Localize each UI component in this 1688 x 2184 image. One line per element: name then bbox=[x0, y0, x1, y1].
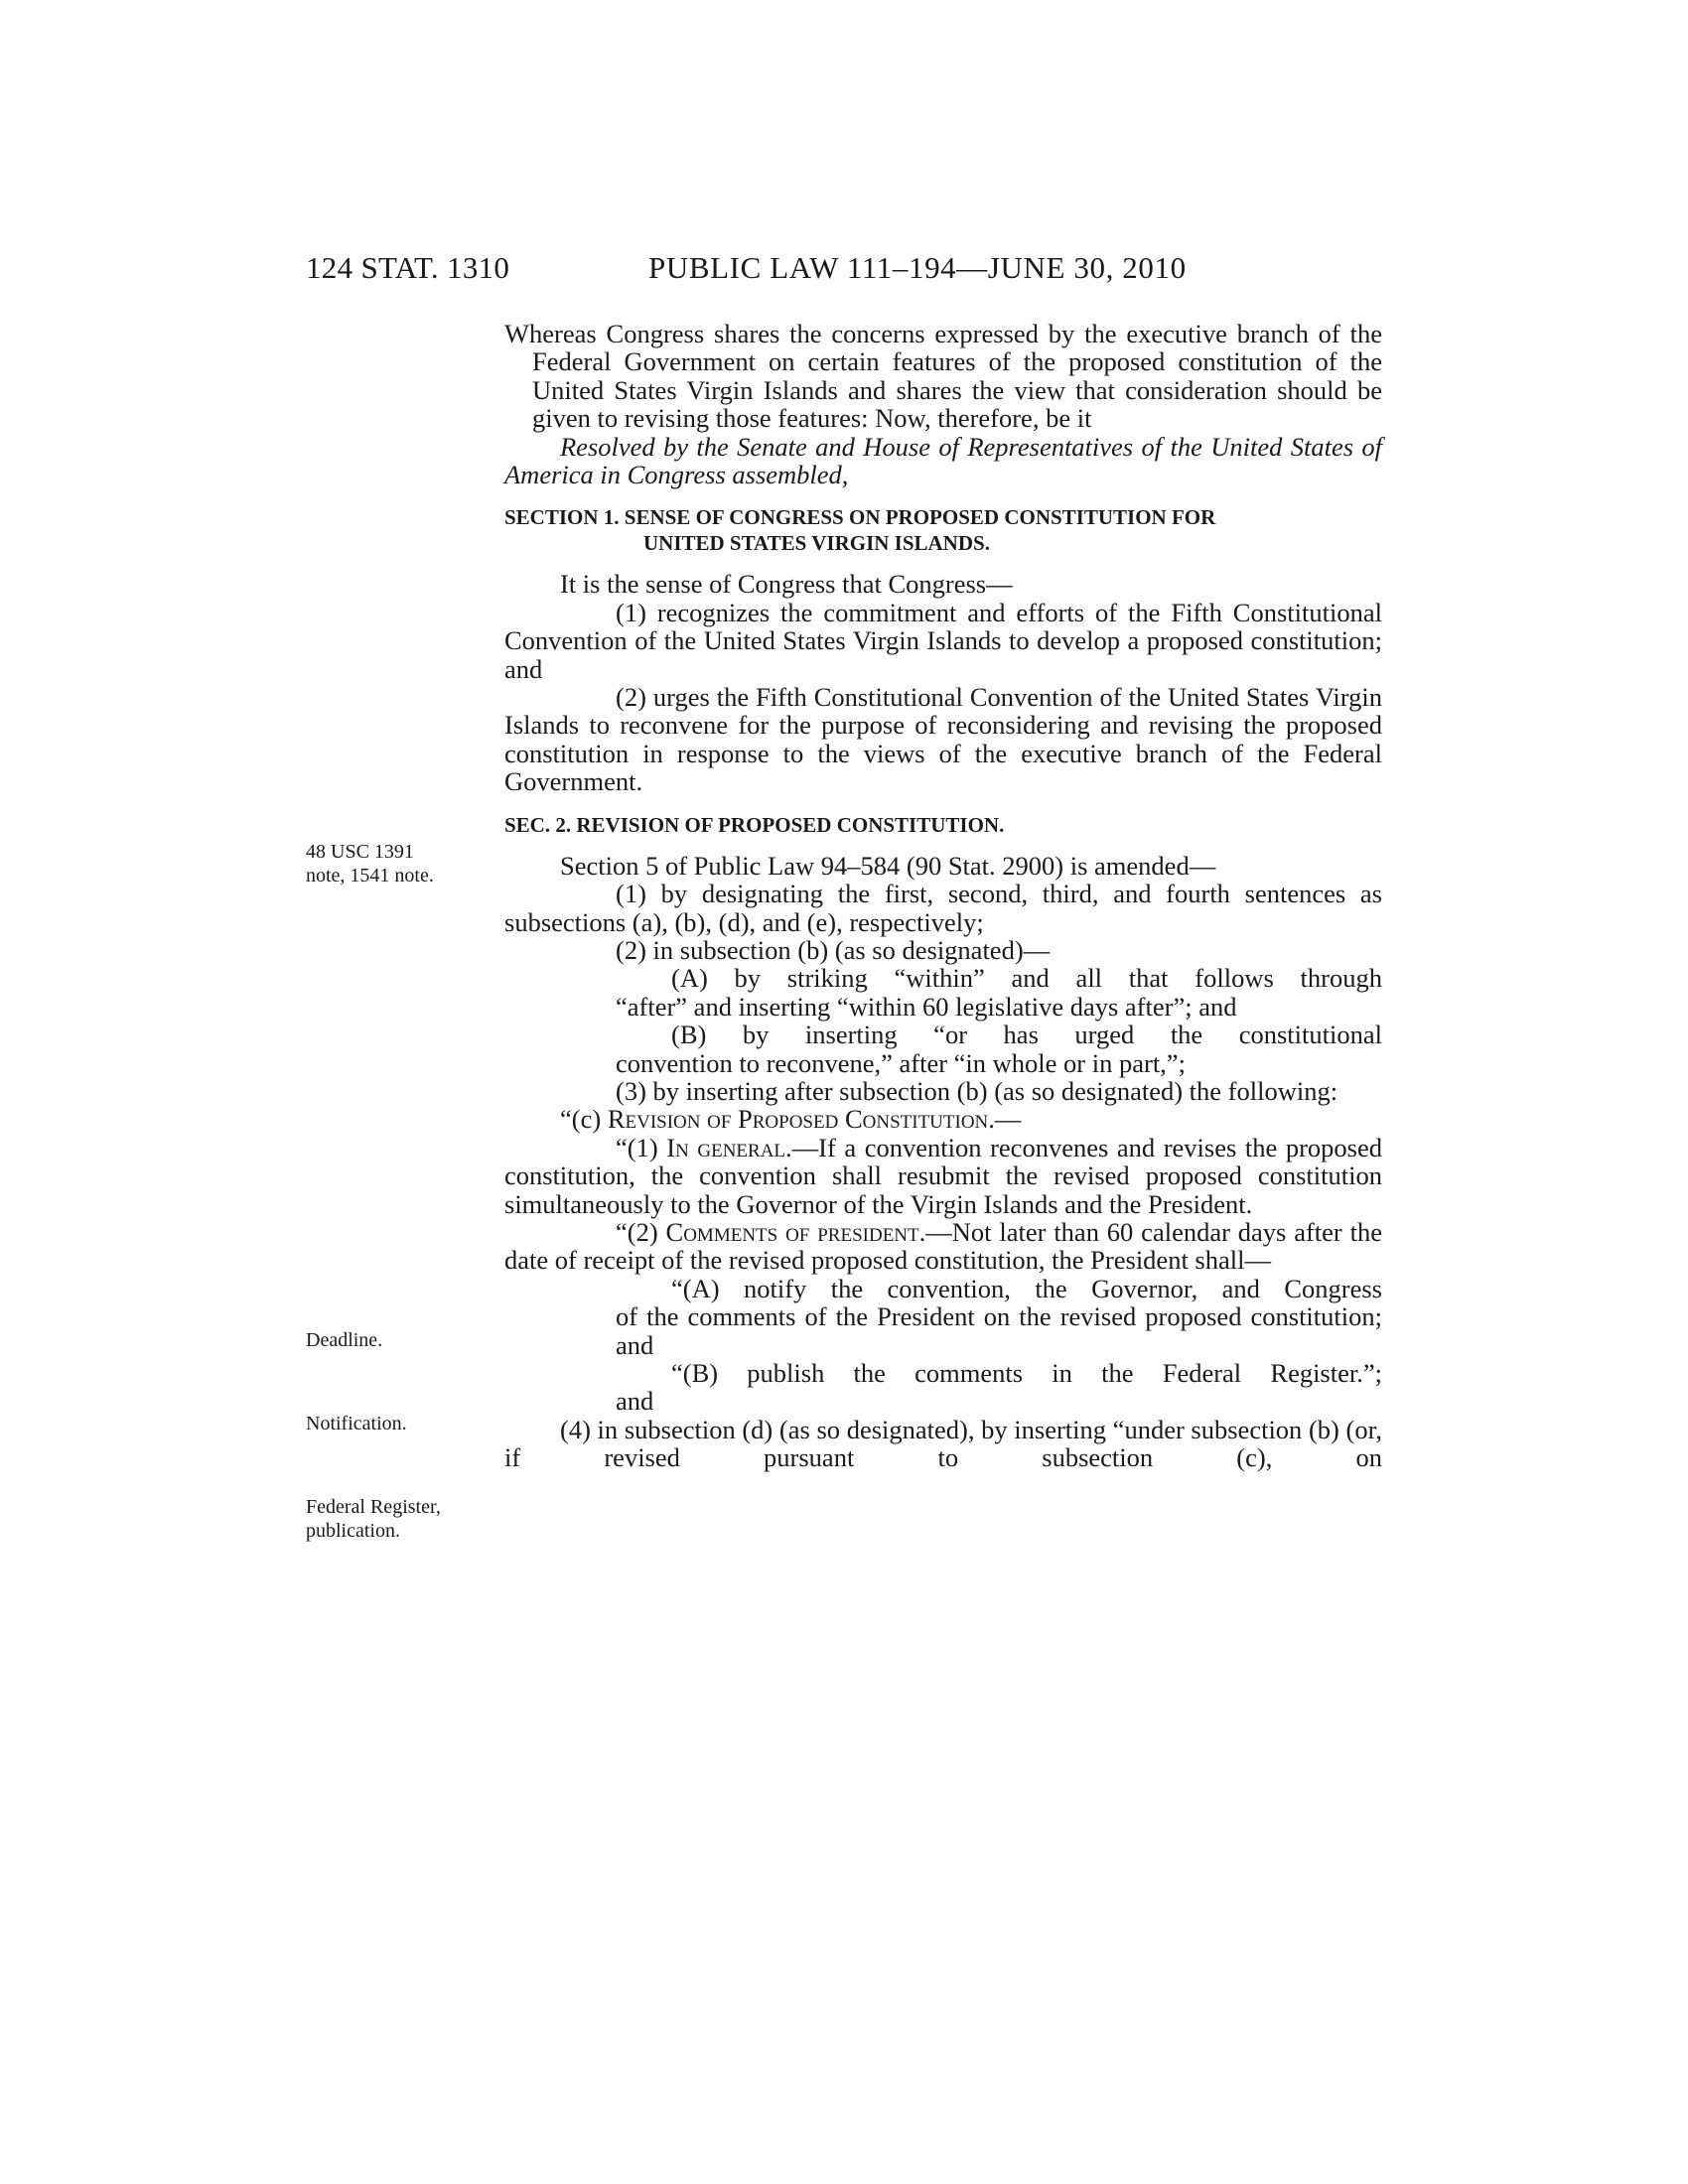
section-2-para-2A-first: (A) by striking “within” and all that follows through bbox=[671, 963, 1382, 994]
margin-note-usc bbox=[306, 840, 494, 887]
section-1-heading bbox=[504, 504, 1382, 556]
section-1-heading-line2: UNITED STATES VIRGIN ISLANDS. bbox=[643, 531, 990, 556]
section-2-para-3: (3) by inserting after subsection (b) (as so designated) the following: bbox=[616, 1075, 1338, 1106]
running-head bbox=[306, 250, 1299, 290]
subsection-c-heading bbox=[504, 1105, 1382, 1133]
c2-text: —Not later than 60 calendar days after the date of receipt of the revised proposed constitution, the President shall— bbox=[504, 1216, 1382, 1276]
c2-para-B-rest: and bbox=[616, 1386, 654, 1417]
subsection-c-prefix: “(c) bbox=[560, 1104, 608, 1135]
c2-para-A-first: “(A) notify the convention, the Governor, and Congress bbox=[671, 1273, 1382, 1303]
section-1-para-2: (2) urges the Fifth Constitutional Convention of the United States Virgin Islands to reconvene for the purpose of reconsidering and revising the proposed constitution in response to the views of the executive branch of the Federal Government. bbox=[504, 682, 1382, 797]
c2-para-B-first: “(B) publish the comments in the Federal Register.”; bbox=[671, 1358, 1382, 1388]
subsection-c-para-1 bbox=[504, 1134, 1382, 1218]
margin-note-notification: Notification. bbox=[306, 1413, 407, 1434]
stat-citation: 124 STAT. 1310 bbox=[306, 250, 510, 285]
subsection-c-para-2 bbox=[504, 1218, 1382, 1275]
section-2-para-2A-rest: “after” and inserting “within 60 legislative days after”; and bbox=[616, 991, 1237, 1022]
margin-note-fedreg-line2: publication. bbox=[306, 1520, 400, 1542]
section-2-para-1: (1) by designating the first, second, third, and fourth sentences as subsections (a), (b), (d), and (e), respectively; bbox=[504, 879, 1382, 937]
c2-prefix: “(2) bbox=[616, 1216, 666, 1247]
section-1-heading-line1: SECTION 1. SENSE OF CONGRESS ON PROPOSED CONSTITUTION FOR bbox=[504, 505, 1216, 530]
resolving-clause: Resolved by the Senate and House of Representatives of the United States of America in Congress assembled, bbox=[504, 431, 1382, 490]
c1-title: In general. bbox=[666, 1132, 792, 1162]
margin-note-fedreg-line1: Federal Register, bbox=[306, 1496, 441, 1518]
section-2-heading: SEC. 2. REVISION OF PROPOSED CONSTITUTION. bbox=[504, 812, 1005, 837]
whereas-clause: Whereas Congress shares the concerns expressed by the executive branch of the Federal Government on certain features of the proposed constitution of the United States Virgin Islands and shares the view that consideration should be given to revising those features: Now, therefore, be it bbox=[504, 319, 1382, 434]
margin-note-federal-register bbox=[306, 1495, 494, 1543]
margin-note-deadline: Deadline. bbox=[306, 1329, 383, 1351]
c1-text: —If a convention reconvenes and revises the proposed constitution, the convention shall resubmit the revised proposed constitution simultaneously to the Governor of the Virgin Islands and the President. bbox=[504, 1132, 1382, 1219]
section-1-para-1: (1) recognizes the commitment and efforts of the Fifth Constitutional Convention of the United States Virgin Islands to develop a proposed constitution; and bbox=[504, 597, 1382, 684]
body-text bbox=[504, 320, 1382, 1472]
margin-note-usc-line1: 48 USC 1391 bbox=[306, 841, 414, 863]
subsection-c-dash: — bbox=[994, 1104, 1022, 1135]
subsection-c-title: Revision of Proposed Constitution. bbox=[607, 1104, 995, 1135]
section-1-intro: It is the sense of Congress that Congress— bbox=[560, 569, 1013, 600]
section-2-para-2B-first: (B) by inserting “or has urged the constitutional bbox=[671, 1020, 1382, 1050]
c2-para-A-rest: of the comments of the President on the revised proposed constitution; and bbox=[616, 1301, 1382, 1360]
section-2-para-2B-rest: convention to reconvene,” after “in whole or in part,”; bbox=[616, 1047, 1186, 1078]
law-title: PUBLIC LAW 111–194—JUNE 30, 2010 bbox=[648, 250, 1187, 285]
section-2-intro: Section 5 of Public Law 94–584 (90 Stat. 2900) is amended— bbox=[560, 850, 1216, 881]
c2-title: Comments of president. bbox=[665, 1216, 926, 1247]
margin-note-usc-line2: note, 1541 note. bbox=[306, 865, 434, 887]
section-2-para-2: (2) in subsection (b) (as so designated)— bbox=[616, 934, 1051, 965]
c1-prefix: “(1) bbox=[616, 1132, 667, 1162]
section-2-para-4: (4) in subsection (d) (as so designated), by inserting “under subsection (b) (or, if revised pursuant to subsection (c), on bbox=[504, 1414, 1382, 1473]
